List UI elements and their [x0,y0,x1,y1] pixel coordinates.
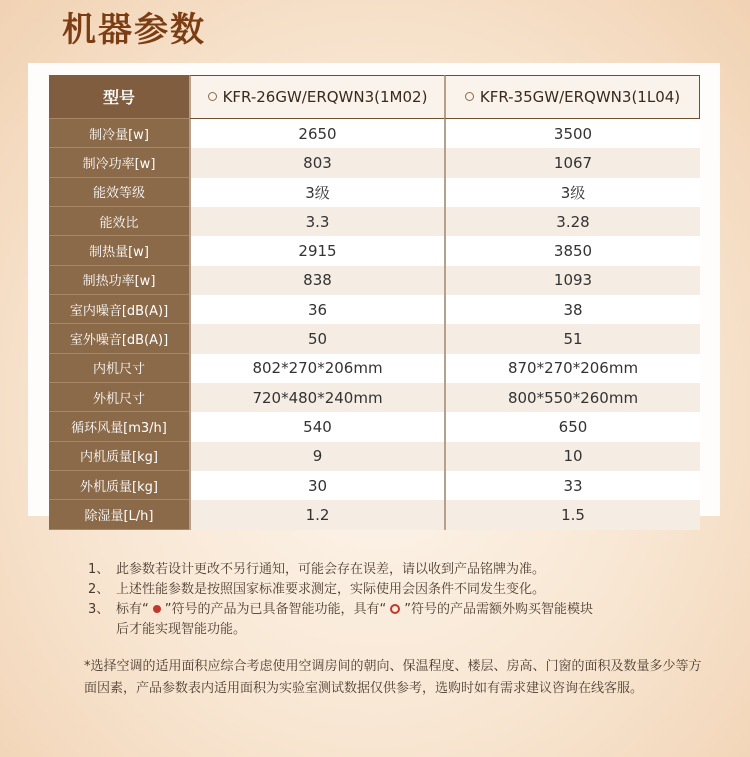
table-row [49,266,700,295]
table-row [49,295,700,324]
row-value-2: 38 [444,295,700,324]
table-row [49,324,700,353]
row-value-1: 30 [189,471,444,500]
page-title: 机器参数 [62,10,206,50]
row-value-2: 51 [444,324,700,353]
row-value-2: 870*270*206mm [444,354,700,383]
row-value-1: 2650 [189,119,444,148]
model-1-name: KFR-26GW/ERQWN3(1M02) [222,88,428,106]
note-item [88,560,708,580]
row-value-2: 1093 [444,266,700,295]
note-text: 上述性能参数是按照国家标准要求测定，实际使用会因条件不同发生变化。 [116,582,546,597]
footnote: *选择空调的适用面积应综合考虑使用空调房间的朝向、保温程度、楼层、房高、门窗的面积及数量多少等方面因素，产品参数表内适用面积为实验室测试数据仅供参考，选购时如有需求建议咨询在线客服。 [84,659,702,696]
row-value-1: 50 [189,324,444,353]
row-value-1: 540 [189,412,444,441]
row-value-2: 3.28 [444,207,700,236]
row-label: 能效等级 [49,178,189,207]
row-value-1: 1.2 [189,500,444,529]
hollow-circle-icon [208,92,217,101]
note-number: 3、 [88,602,110,617]
row-label: 内机尺寸 [49,354,189,383]
header-model-1 [189,75,444,119]
note-text-part: 后才能实现智能功能。 [116,622,247,637]
row-value-1: 802*270*206mm [189,354,444,383]
row-value-2: 650 [444,412,700,441]
note-text-part: 标有“ [116,602,149,617]
row-label: 循环风量[m3/h] [49,412,189,441]
row-value-1: 3级 [189,178,444,207]
header-label: 型号 [49,75,189,119]
note-number: 1、 [88,562,110,577]
hollow-circle-icon [465,92,474,101]
note-item [88,600,708,640]
row-value-2: 800*550*260mm [444,383,700,412]
model-2-name: KFR-35GW/ERQWN3(1L04) [479,88,681,106]
row-value-2: 1.5 [444,500,700,529]
row-value-1: 2915 [189,236,444,265]
table-row [49,236,700,265]
table-row [49,383,700,412]
row-label: 制热功率[w] [49,266,189,295]
row-value-2: 1067 [444,148,700,177]
row-value-2: 3850 [444,236,700,265]
row-label: 外机质量[kg] [49,471,189,500]
hollow-circle-icon [390,604,400,614]
row-label: 除湿量[L/h] [49,500,189,529]
row-label: 制冷功率[w] [49,148,189,177]
notes [88,560,708,640]
table-row [49,148,700,177]
row-label: 室外噪音[dB(A)] [49,324,189,353]
filled-circle-icon [153,605,161,613]
note-number: 2、 [88,582,110,597]
note-text-part: ”符号的产品为已具备智能功能，具有“ [164,602,387,617]
row-label: 制冷量[w] [49,119,189,148]
header-model-2 [444,75,700,119]
table-row [49,412,700,441]
row-label: 室内噪音[dB(A)] [49,295,189,324]
row-value-2: 3级 [444,178,700,207]
table-row [49,207,700,236]
row-value-1: 803 [189,148,444,177]
row-value-1: 9 [189,442,444,471]
table-row [49,500,700,529]
table-row [49,178,700,207]
row-value-2: 3500 [444,119,700,148]
table-header-row [49,75,700,119]
note-item [88,580,708,600]
row-value-1: 36 [189,295,444,324]
table-row [49,442,700,471]
note-text: 此参数若设计更改不另行通知，可能会存在误差，请以收到产品铭牌为准。 [116,562,546,577]
row-value-2: 10 [444,442,700,471]
row-value-1: 838 [189,266,444,295]
row-value-2: 33 [444,471,700,500]
row-label: 内机质量[kg] [49,442,189,471]
row-label: 制热量[w] [49,236,189,265]
row-value-1: 3.3 [189,207,444,236]
table-row [49,119,700,148]
row-label: 能效比 [49,207,189,236]
table-row [49,354,700,383]
row-value-1: 720*480*240mm [189,383,444,412]
table-row [49,471,700,500]
note-text-part: ”符号的产品需额外购买智能模块 [404,602,593,617]
note-text [116,600,593,640]
row-label: 外机尺寸 [49,383,189,412]
spec-table [49,75,700,530]
